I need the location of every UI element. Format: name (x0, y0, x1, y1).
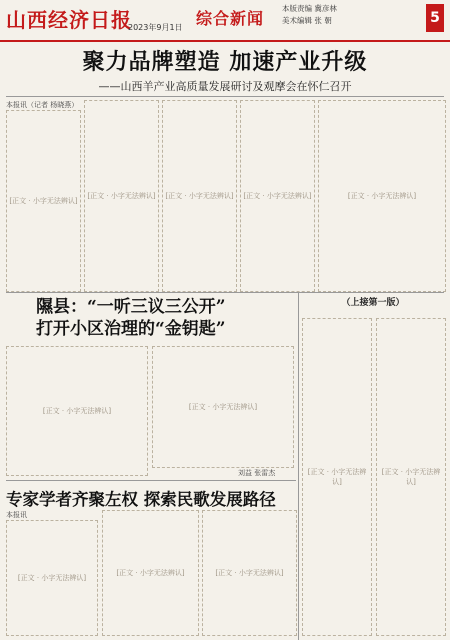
story3-column-2: [正文 · 小字无法辨认] (102, 510, 199, 636)
newspaper-logo: 山西经济日报 (6, 8, 132, 32)
lead-column-2: [正文 · 小字无法辨认] (84, 100, 159, 292)
lead-column-3: [正文 · 小字无法辨认] (162, 100, 237, 292)
lead-headline: 聚力品牌塑造 加速产业升级 (82, 49, 368, 75)
divider (6, 292, 444, 293)
story3-column-1: [正文 · 小字无法辨认] (6, 520, 98, 636)
sidebar-column-2: [正文 · 小字无法辨认] (376, 318, 446, 636)
story3-column-3: [正文 · 小字无法辨认] (202, 510, 297, 636)
story3-byline: 本报讯 (6, 511, 27, 519)
story3-headline: 专家学者齐聚左权 探索民歌发展路径 (6, 490, 276, 509)
lead-column-5: [正文 · 小字无法辨认] (318, 100, 446, 292)
lead-subtitle: ——山西羊产业高质量发展研讨及观摩会在怀仁召开 (98, 80, 352, 93)
story2-headline-line1: 隰县：“一听三议三公开” (36, 297, 226, 317)
section-name: 综合新闻 (196, 9, 265, 28)
lead-column-1: [正文 · 小字无法辨认] (6, 110, 81, 292)
lead-column-4: [正文 · 小字无法辨认] (240, 100, 315, 292)
page-number: 5 (426, 4, 444, 32)
masthead (0, 0, 450, 42)
story2-credit: 刘益 张雷杰 (238, 469, 276, 477)
story2-column-1: [正文 · 小字无法辨认] (6, 346, 148, 476)
divider (6, 480, 296, 481)
divider (6, 96, 444, 97)
story2-column-2: [正文 · 小字无法辨认] (152, 346, 294, 468)
sidebar-column-1: [正文 · 小字无法辨认] (302, 318, 372, 636)
design-line: 美术编辑 张 朝 (282, 16, 332, 25)
column-divider (298, 292, 299, 640)
editor-line: 本版责编 冀彦林 (282, 4, 337, 13)
issue-date: 2023年9月1日 (128, 23, 183, 32)
story2-headline-line2: 打开小区治理的“金钥匙” (36, 319, 226, 339)
masthead-credits (282, 3, 422, 27)
sidebar-title: （上接第一版） (341, 298, 405, 308)
lead-byline: 本报讯（记者 杨晓燕） (6, 101, 79, 109)
